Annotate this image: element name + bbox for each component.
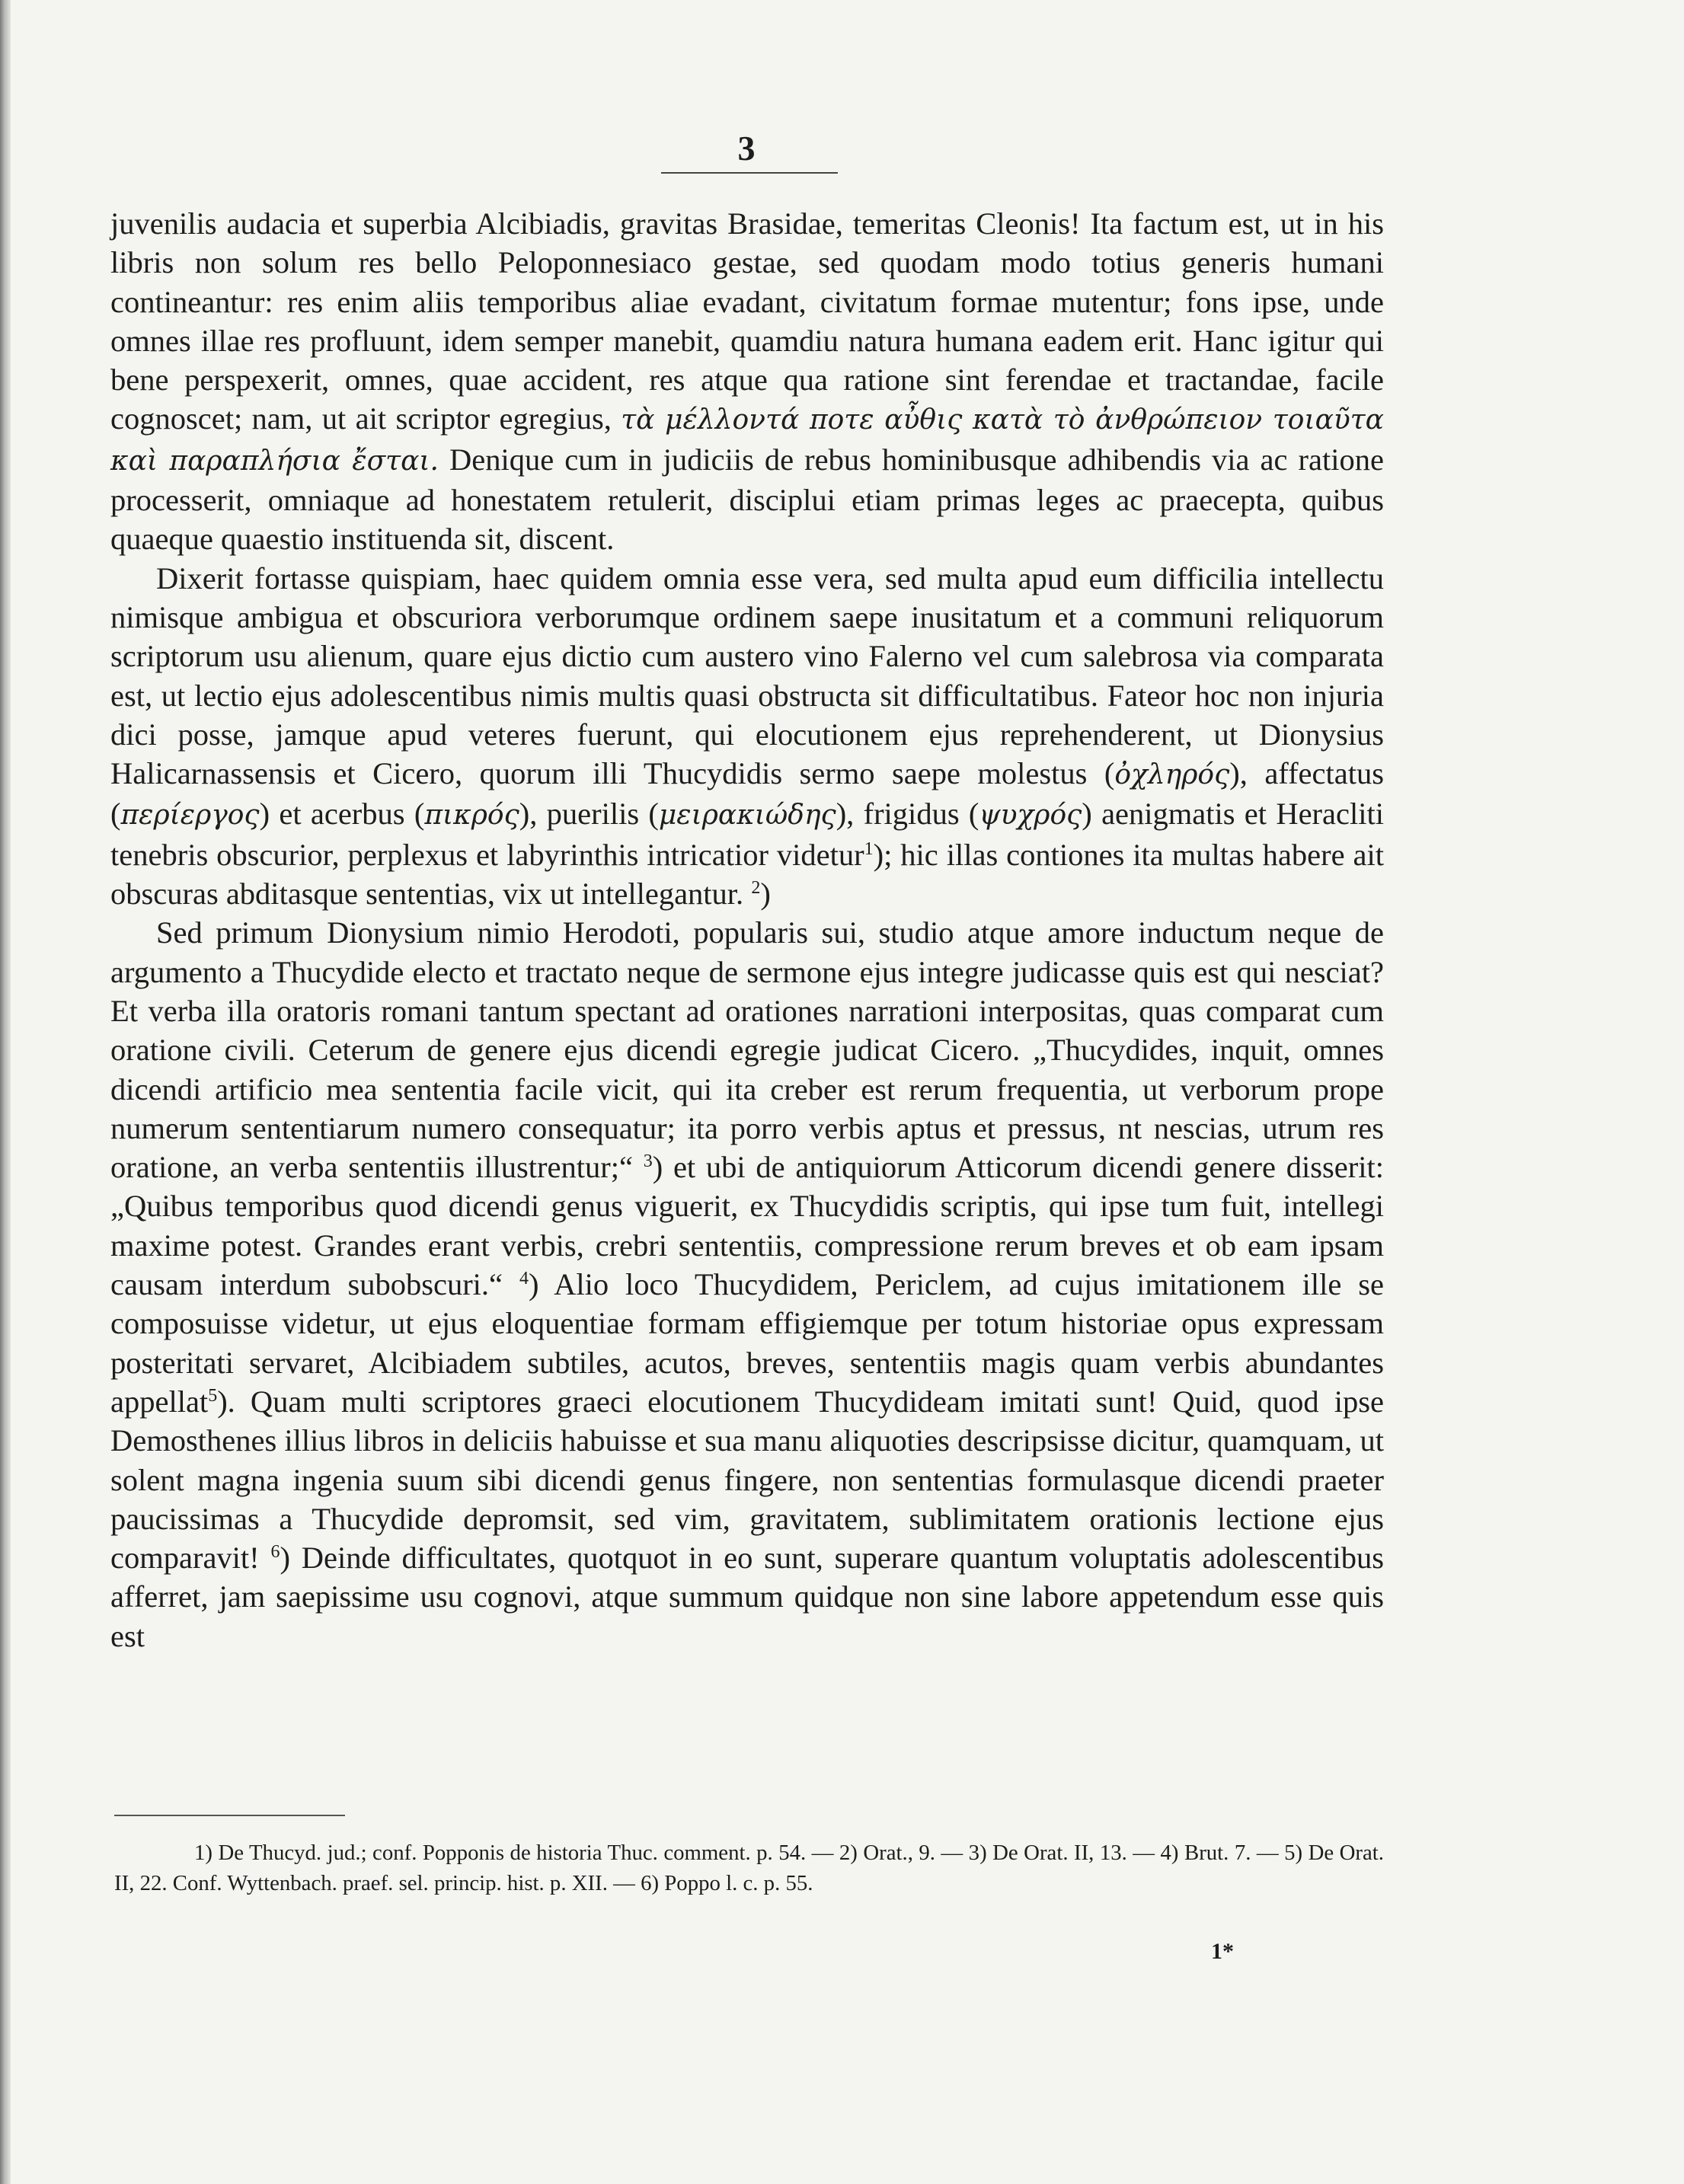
text-run: ). Quam multi scriptores graeci elocutionem Thucydideam imitati sunt! Quid, quod ipse Demosthenes illius libros in deliciis habuisse et sua manu aliquoties descripsisse dicitur, quamquam, ut solent magna ingenia suum sibi dicendi genus fingere, non sententias formulasque dicendi praeter paucissimas a Thucydide depromsit, sed vim, gravitatem, sublimitatem orationis lectione ejus comparavit! <box>110 1384 1384 1576</box>
text-run: ) et ubi de antiquiorum Atticorum dicendi genere disserit: „Quibus temporibus quod dicendi genus viguerit, ex Thucydidis scriptis, qui ipse tum fuit, intellegi maxime potest. Grandes erant verbis, crebri sententiis, compressione rerum breves et ob eam ipsam causam interdum subobscuri.“ <box>110 1150 1385 1302</box>
greek-quote: περίεργος <box>120 800 260 832</box>
footnote-ref: 4 <box>519 1269 529 1289</box>
text-run: ); hic illas contiones ita multas habere ait obscuras abditasque sententias, vix ut intellegantur. <box>110 837 1384 912</box>
text-run: ) aenigmatis et Heracliti tenebris obscurior, perplexus et labyrinthis intricatior videtur <box>110 797 1384 872</box>
footnote-ref: 2 <box>751 878 761 899</box>
page-edge-shadow <box>0 0 11 2184</box>
greek-quote: πικρός <box>424 800 519 832</box>
main-text <box>110 204 1384 1656</box>
greek-quote: μειρακιώδης <box>658 800 836 832</box>
text-run: ) Deinde difficultates, quotquot in eo sunt, superare quantum voluptatis adolescentibus afferret, jam saepissime usu cognovi, atque summum quidque non sine labore appetendum esse quis est <box>110 1541 1384 1653</box>
greek-quote: ὀχληρός <box>1114 759 1230 791</box>
text-run: ) Alio loco Thucydidem, Periclem, ad cujus imitationem ille se composuisse videtur, ut ejus eloquentiae formam effigiemque per totum historiae opus expressam posteritati servaret, Alcibiadem subtiles, acutos, breves, sententiis magis quam verbis abundantes appellat <box>110 1267 1385 1419</box>
page-number-rule <box>661 172 838 174</box>
text-run: ), affectatus ( <box>110 756 1384 832</box>
text-run: ), puerilis ( <box>519 797 659 832</box>
text-run: Sed primum Dionysium nimio Herodoti, popularis sui, studio atque amore inductum neque de argumento a Thucydide electo et tractato neque de sermone ejus integre judicasse quis est qui nesciat? Et verba illa oratoris romani tantum spectant ad orationes narrationi interpositas, quas comparat cum oratione civili. Ceterum de genere ejus dicendi egregie judicat Cicero. „Thucydides, inquit, omnes dicendi artificio mea sententia facile vicit, qui ita creber est rerum frequentia, ut verborum prope numerum sententiarum numero consequatur; ita porro verbis aptus et pressus, nt nescias, utrum res oratione, an verba sententiis illustrentur;“ <box>110 915 1384 1185</box>
footnote-ref: 3 <box>643 1151 653 1172</box>
greek-quote: τὰ μέλλοντά ποτε αὖθις κατὰ τὸ ἀνθρώπειον τοιαῦτα καὶ παραπλήσια ἔσται. <box>110 404 1384 477</box>
text-run: ) <box>760 876 771 912</box>
text-run: ) et acerbus ( <box>259 797 425 832</box>
footnotes <box>114 1838 1384 1898</box>
signature-mark: 1* <box>1211 1939 1234 1964</box>
greek-quote: ψυχρός <box>979 800 1082 832</box>
footnote-ref: 6 <box>270 1542 280 1563</box>
page-number: 3 <box>737 129 756 168</box>
text-run: ), frigidus ( <box>836 797 979 832</box>
text-run: Denique cum in judiciis de rebus hominibusque adhibendis via ac ratione processerit, omniaque ad honestatem retulerit, disciplui etiam primas leges ac praecepta, quibus quaeque quaestio instituenda sit, discent. <box>110 442 1384 557</box>
paragraph <box>110 913 1384 1656</box>
footnote-divider <box>114 1815 345 1816</box>
footnote-ref: 1 <box>864 838 874 859</box>
paragraph <box>110 559 1384 914</box>
text-run: juvenilis audacia et superbia Alcibiadis, gravitas Brasidae, temeritas Cleonis! Ita factum est, ut in his libris non solum res bello Peloponnesiaco gestae, sed quodam modo totius generis humani contineantur: res enim aliis temporibus aliae evadant, civitatum formae mutentur; fons ipse, unde omnes illae res profluunt, idem semper manebit, quamdiu natura humana eadem erit. Hanc igitur qui bene perspexerit, omnes, quae accident, res atque qua ratione sint ferendae et tractandae, facile cognoscet; nam, ut ait scriptor egregius, <box>110 206 1384 436</box>
footnote-ref: 5 <box>208 1385 218 1406</box>
footnote-text: 1) De Thucyd. jud.; conf. Popponis de historia Thuc. comment. p. 54. — 2) Orat., 9. — 3) De Orat. II, 13. — 4) Brut. 7. — 5) De Orat. II, 22. Conf. Wyttenbach. praef. sel. princip. hist. p. XII. — 6) Poppo l. c. p. 55. <box>114 1841 1384 1895</box>
text-run: Dixerit fortasse quispiam, haec quidem omnia esse vera, sed multa apud eum difficilia intellectu nimisque ambigua et obscuriora verborumque ordinem saepe inusitatum et a communi reliquorum scriptorum usu alienum, quare ejus dictio cum austero vino Falerno vel cum salebrosa via comparata est, ut lectio ejus adolescentibus nimis multis quasi obstructa sit difficultatibus. Fateor hoc non injuria dici posse, jamque apud veteres fuerunt, qui elocutionem ejus reprehenderent, ut Dionysius Halicarnassensis et Cicero, quorum illi Thucydidis sermo saepe molestus ( <box>110 560 1384 791</box>
paragraph <box>110 204 1384 559</box>
